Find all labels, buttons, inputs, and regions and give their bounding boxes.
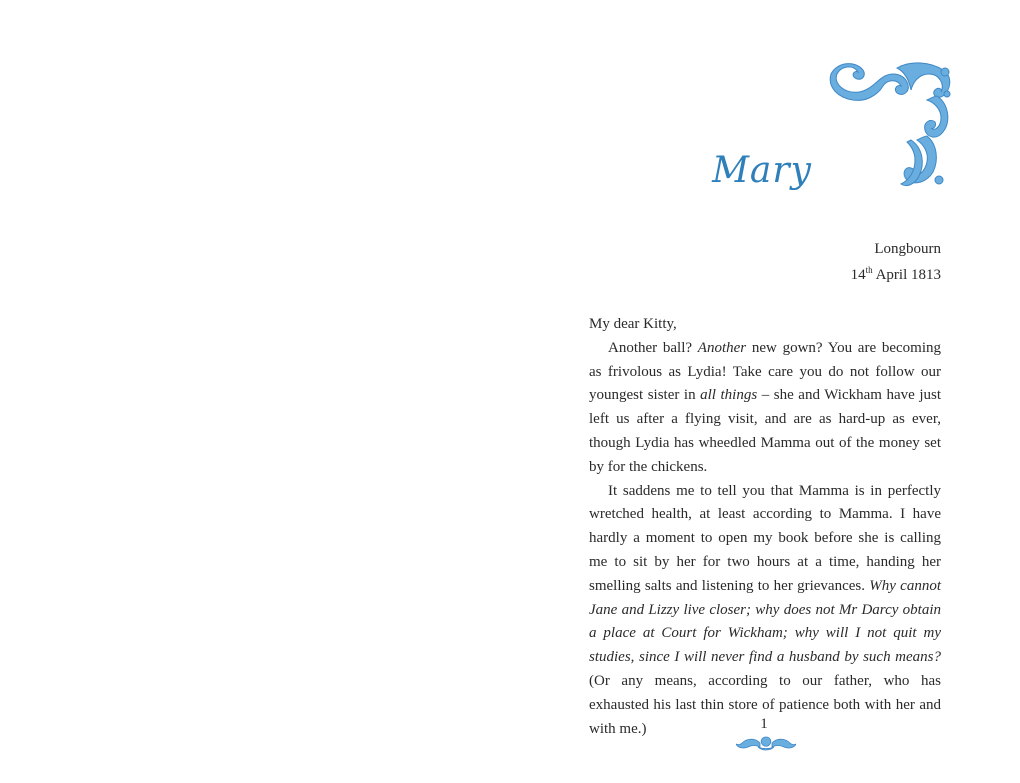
paragraph: Another ball? Another new gown? You are becoming as frivolous as Lydia! Take care you do not follow our youngest sister in all things – she and Wickham have just left us after a flying visit, and are as hard-up as ever, though Lydia has wheedled Mamma out of the money set by for the chickens.: [589, 339, 942, 475]
letter-date: 14th April 1813: [850, 265, 941, 283]
flourish-corner-icon: [827, 60, 953, 188]
letter-body: [589, 313, 941, 741]
paragraph: It saddens me to tell you that Mamma is in perfectly wretched health, at least according to Mamma. I have hardly a moment to open my book before she is calling me to sit by her for two hours at a time, handing her smelling salts and listening to her grievances. Why cannot Jane and Lizzy live closer; why does not Mr Darcy obtain a place at Court for Wickham; why will I not quit my studies, since I will never find a husband by such means? (Or any means, according to our father, who has exhausted his last thin store of patience both with her and with me.): [589, 482, 941, 737]
salutation: My dear Kitty,: [589, 316, 677, 332]
flourish-footer-icon: [736, 735, 796, 751]
letter-place: Longbourn: [874, 241, 941, 257]
page-number: 1: [760, 716, 768, 732]
chapter-title: Mary: [712, 150, 812, 191]
